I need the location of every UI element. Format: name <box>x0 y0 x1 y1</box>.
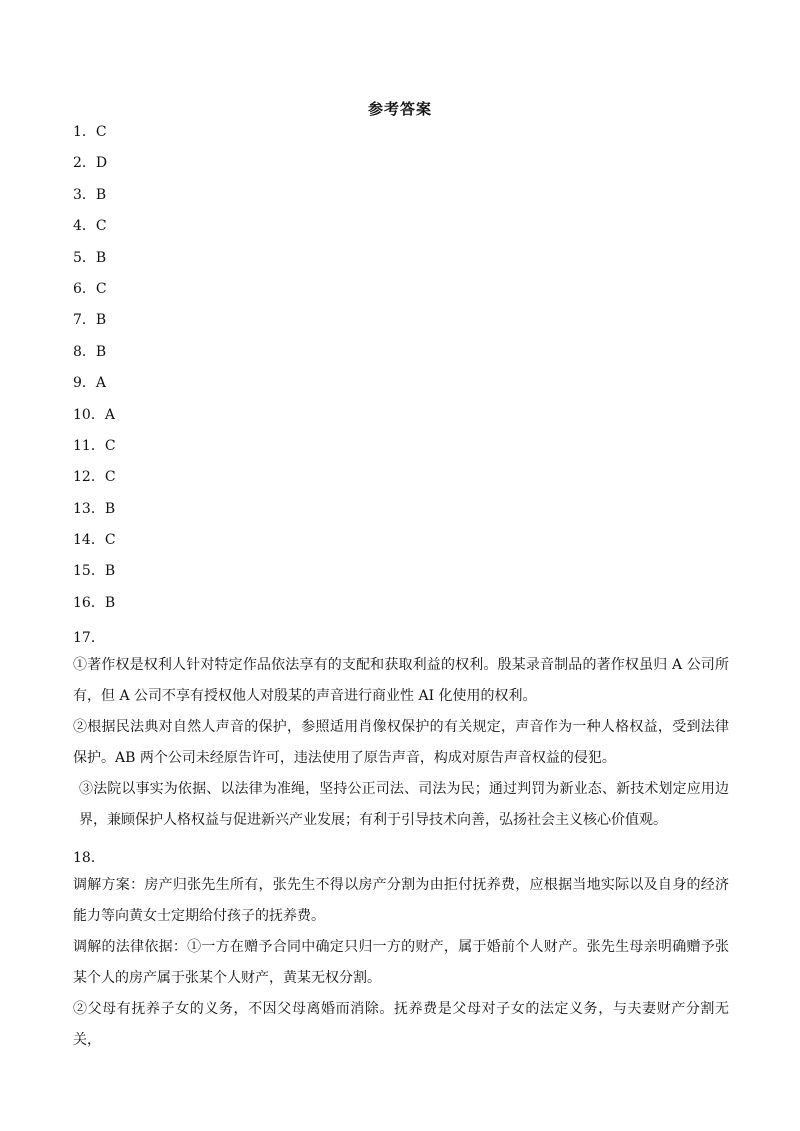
answer-item <box>73 153 116 184</box>
question-18-basis-1: 调解的法律依据：①一方在赠予合同中确定只归一方的财产，属于婚前个人财产。张先生母亲明确赠予张某个人的房产属于张某个人财产，黄某无权分割。 <box>73 939 729 986</box>
answer-number: 7 <box>73 312 82 329</box>
answer-item <box>73 499 116 530</box>
answer-choice: C <box>104 437 116 454</box>
answer-choice: B <box>95 186 107 203</box>
answer-item <box>73 185 116 216</box>
answer-separator: ． <box>90 469 105 486</box>
answer-number: 5 <box>73 249 82 266</box>
answer-choice: C <box>104 469 116 486</box>
answer-item <box>73 216 116 247</box>
answer-item <box>73 122 116 153</box>
answer-choice: C <box>95 124 107 140</box>
answer-separator: ． <box>81 124 96 140</box>
answer-separator: ． <box>81 343 96 360</box>
answer-choice: B <box>95 312 107 329</box>
answer-item <box>73 593 116 624</box>
answer-item <box>73 436 116 467</box>
answer-number: 15 <box>73 563 91 580</box>
page-title: 参考答案 <box>367 100 432 118</box>
answer-separator: ． <box>81 186 96 203</box>
question-17-point-3: ③法院以事实为依据、以法律为准绳，坚持公正司法、司法为民；通过判罚为新业态、新技术划定应用边界，兼顾保护人格权益与促进新兴产业发展；有利于引导技术向善，弘扬社会主义核心价值观。 <box>79 781 729 828</box>
question-17-point-2: ②根据民法典对自然人声音的保护，参照适用肖像权保护的有关规定，声音作为一种人格权益，受到法律保护。AB 两个公司未经原告许可，违法使用了原告声音，构成对原告声音权益的侵犯。 <box>73 719 729 766</box>
answer-separator: ． <box>90 437 105 454</box>
answer-separator: ． <box>81 280 96 297</box>
answer-choice: B <box>104 563 116 580</box>
answer-separator: ． <box>81 155 96 172</box>
answer-list <box>73 122 116 624</box>
answer-separator: ． <box>81 218 96 235</box>
answer-item <box>73 310 116 341</box>
answer-number: 1 <box>73 124 82 140</box>
answer-item <box>73 342 116 373</box>
question-17-label: 17． <box>73 630 105 646</box>
answer-separator: ． <box>81 312 96 329</box>
question-18-plan: 调解方案：房产归张先生所有，张先生不得以房产分割为由拒付抚养费，应根据当地实际以及自身的经济能力等向黄女士定期给付孩子的抚养费。 <box>73 877 729 924</box>
answer-number: 2 <box>73 155 82 172</box>
answer-choice: B <box>95 343 107 360</box>
answer-separator: ． <box>90 500 105 517</box>
answer-item <box>73 405 116 436</box>
answer-choice: C <box>95 218 107 235</box>
answer-item <box>73 530 116 561</box>
answer-item <box>73 373 116 404</box>
answer-choice: C <box>95 280 107 297</box>
answer-number: 13 <box>73 500 91 517</box>
answer-choice: A <box>104 406 115 423</box>
question-18-label: 18． <box>73 850 105 866</box>
answer-choice: D <box>95 155 108 172</box>
answer-choice: C <box>104 532 116 549</box>
answer-separator: ． <box>90 406 105 423</box>
answer-item <box>73 248 116 279</box>
answer-number: 4 <box>73 218 82 235</box>
answer-number: 11 <box>73 437 91 454</box>
answer-number: 8 <box>73 343 82 360</box>
answer-choice: B <box>95 249 107 266</box>
answer-number: 10 <box>73 406 91 423</box>
question-17-point-1: ①著作权是权利人针对特定作品依法享有的支配和获取利益的权利。殷某录音制品的著作权虽归 A 公司所有，但 A 公司不享有授权他人对殷某的声音进行商业性 AI 化使用的权利。 <box>73 657 729 704</box>
answer-number: 16 <box>73 594 91 611</box>
answer-separator: ． <box>90 563 105 580</box>
answer-separator: ． <box>81 249 96 266</box>
answer-choice: A <box>95 375 107 392</box>
answer-item <box>73 561 116 592</box>
answer-separator: ． <box>90 532 105 549</box>
answer-number: 9 <box>73 375 82 392</box>
answer-item <box>73 467 116 498</box>
answer-number: 6 <box>73 280 82 297</box>
answer-separator: ． <box>81 375 96 392</box>
answer-choice: B <box>104 594 116 611</box>
answer-number: 14 <box>73 532 91 549</box>
question-18-basis-2: ②父母有抚养子女的义务，不因父母离婚而消除。抚养费是父母对子女的法定义务，与夫妻财产分割无关， <box>73 1001 729 1048</box>
answer-number: 12 <box>73 469 91 486</box>
answer-choice: B <box>104 500 116 517</box>
answer-number: 3 <box>73 186 82 203</box>
answer-separator: ． <box>90 594 105 611</box>
answer-item <box>73 279 116 310</box>
